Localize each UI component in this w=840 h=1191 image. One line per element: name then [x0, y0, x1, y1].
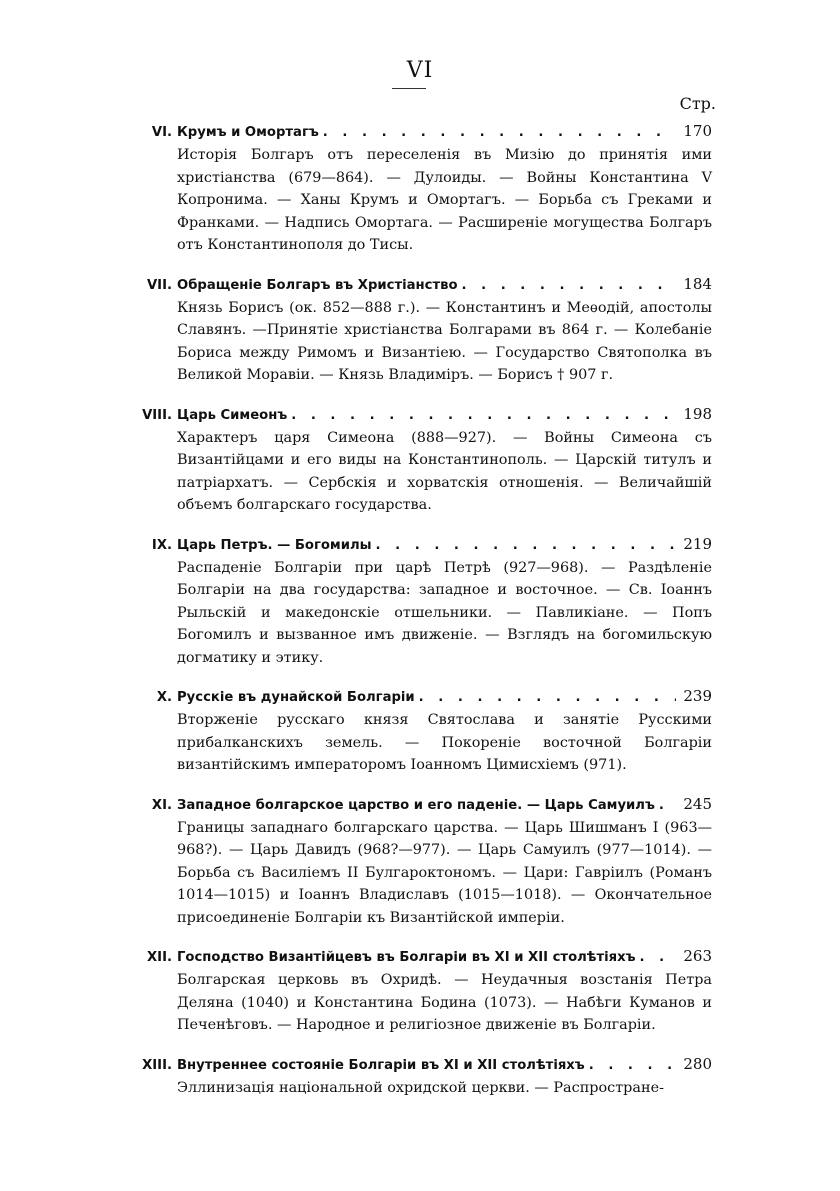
- page-reference: 263: [683, 947, 712, 965]
- table-of-contents: [136, 120, 712, 1115]
- chapter-summary: Князь Борисъ (ок. 852—888 г.). — Константинъ и Меѳодій, апостолы Славянъ. —Принятіе христіанства Болгарами въ 864 г. — Колебаніе Бориса между Римомъ и Византіею. — Государство Святополка въ Великой Моравіи. — Князь Владиміръ. — Борисъ † 907 г.: [177, 299, 712, 383]
- chapter-summary: Распаденіе Болгаріи при царѣ Петрѣ (927—968). — Раздѣленіе Болгаріи на два государства: западное и восточное. — Св. Іоаннъ Рыльскій и македонскіе отшельники. — Павликіане. — Попъ Богомилъ и вызванное имъ движеніе. — Взглядъ на богомильскую догматику и этику.: [177, 559, 712, 666]
- toc-entry: [136, 120, 712, 257]
- entry-heading: [136, 793, 712, 817]
- chapter-summary: Характеръ царя Симеона (888—927). — Войны Симеона съ Византійцами и его виды на Константинополь. — Царскій титулъ и патріархатъ. — Сербскія и хорватскія отношенія. — Величайшій объемъ болгарскаго государства.: [177, 429, 712, 513]
- chapter-title: Царь Петръ. — Богомилы: [177, 537, 372, 553]
- chapter-numeral: XIII.: [142, 1057, 172, 1073]
- chapter-numeral: XII.: [147, 950, 172, 965]
- page-reference: 170: [683, 122, 712, 140]
- chapter-numeral: XI.: [151, 797, 172, 813]
- entry-heading: [136, 403, 712, 427]
- page-reference: 184: [683, 274, 712, 293]
- toc-entry: [136, 685, 712, 777]
- toc-entry: [136, 403, 712, 517]
- chapter-title: Русскіе въ дунайской Болгаріи: [177, 690, 415, 705]
- chapter-title: Обращеніе Болгаръ въ Христіанство: [177, 277, 458, 293]
- page-number-rule: [392, 88, 426, 89]
- toc-entry: [136, 1053, 712, 1100]
- dot-leader: [323, 122, 676, 144]
- chapter-title: Господство Византійцевъ въ Болгаріи въ XI и XII столѣтіяхъ: [177, 950, 636, 965]
- entry-heading: [136, 120, 712, 144]
- toc-entry: [136, 793, 712, 930]
- page-reference: 198: [683, 404, 712, 423]
- dot-leader: [462, 275, 677, 297]
- chapter-numeral: X.: [156, 690, 172, 705]
- chapter-numeral: VII.: [146, 277, 172, 293]
- toc-entry: [136, 945, 712, 1037]
- dot-leader: [640, 947, 676, 969]
- entry-heading: [136, 945, 712, 969]
- chapter-title: Царь Симеонъ: [177, 407, 288, 423]
- entry-heading: [136, 533, 712, 557]
- page-column-header: Стр.: [679, 94, 716, 113]
- page-reference: 219: [683, 534, 712, 553]
- entry-heading: [136, 1053, 712, 1077]
- page-number: VI: [406, 58, 434, 83]
- chapter-numeral: IX.: [151, 537, 172, 553]
- dot-leader: [659, 795, 676, 817]
- chapter-summary: Границы западнаго болгарскаго царства. — Царь Шишманъ I (963—968?). — Царь Давидъ (968?—977). — Царь Самуилъ (977—1014). — Борьба съ Василіемъ II Булгароктономъ. — Цари: Гавріилъ (Романъ 1014—1015) и Іоаннъ Владиславъ (1015—1018). — Окончательное присоединеніе Болгаріи къ Византійской имперіи.: [177, 819, 712, 926]
- entry-heading: [136, 685, 712, 709]
- toc-entry: [136, 273, 712, 387]
- dot-leader: [376, 535, 676, 557]
- toc-entry: [136, 533, 712, 670]
- dot-leader: [589, 1055, 676, 1077]
- chapter-summary: Исторія Болгаръ отъ переселенія въ Мизію до принятія ими христіанства (679—864). — Дулоиды. — Войны Константина V Копронима. — Ханы Крумъ и Омортагъ. — Борьба съ Греками и Франками. — Надпись Омортага. — Расширеніе могущества Болгаръ отъ Константинополя до Тисы.: [177, 147, 712, 253]
- chapter-summary: Болгарская церковь въ Охридѣ. — Неудачныя возстанія Петра Деляна (1040) и Константина Бодина (1073). — Набѣги Куманов и Печенѣговъ. — Народное и религіозное движеніе въ Болгаріи.: [177, 972, 712, 1033]
- chapter-title: Крумъ и Омортагъ: [177, 125, 319, 140]
- page-reference: 245: [683, 794, 712, 813]
- chapter-numeral: VIII.: [142, 407, 172, 423]
- chapter-summary: Вторженіе русскаго князя Святослава и занятіе Русскими прибалканскихъ земель. — Покореніе восточной Болгаріи византійскимъ императоромъ Іоанномъ Цимисхіемъ (971).: [177, 712, 712, 773]
- dot-leader: [291, 405, 676, 427]
- chapter-summary: Эллинизація національной охридской церкви. — Распростране-: [177, 1079, 664, 1096]
- entry-heading: [136, 273, 712, 297]
- chapter-title: Внутреннее состояніе Болгаріи въ XI и XII столѣтіяхъ: [177, 1057, 585, 1073]
- chapter-title: Западное болгарское царство и его паденіе. — Царь Самуилъ: [177, 797, 655, 813]
- page-reference: 280: [683, 1054, 712, 1073]
- dot-leader: [419, 687, 676, 709]
- page-reference: 239: [683, 687, 712, 705]
- chapter-numeral: VI.: [151, 125, 172, 140]
